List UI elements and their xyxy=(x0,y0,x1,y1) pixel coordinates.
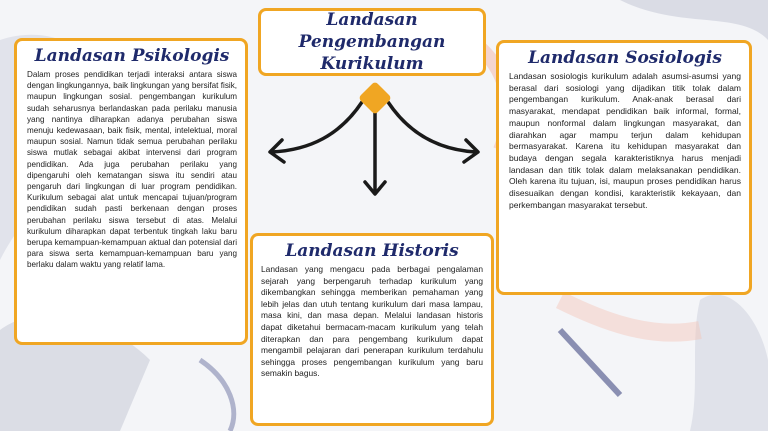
card-historis-body: Landasan yang mengacu pada berbagai pengalaman sejarah yang berpengaruh terhadap kurikulum yang dikembangkan sehingga memberikan pemahaman yang lebih jelas dan utuh tentang kurikulum dari masa lampau, masa kini, dan masa depan. Melalui landasan historis dapat diketahui bermacam-macam kurikulum yang telah diterapkan dan para pengembang kurikulum dapat mengambil pelajaran dari penerapan kurikulum terdahulu sehingga proses pengembangan kurikulum yang baru semakin bagus. xyxy=(261,264,483,379)
card-psikologis xyxy=(14,38,248,345)
card-psikologis-title: Landasan Psikologis xyxy=(34,46,230,66)
card-historis-title: Landasan Historis xyxy=(285,241,459,261)
brush-stroke xyxy=(690,295,768,431)
center-title: Landasan Pengembangan Kurikulum xyxy=(298,10,446,74)
center-node xyxy=(358,81,392,115)
card-historis xyxy=(250,233,494,426)
arrow-right xyxy=(388,102,476,152)
card-sosiologis-title: Landasan Sosiologis xyxy=(528,48,722,68)
center-title-card xyxy=(258,8,486,76)
brush-stroke xyxy=(620,0,768,40)
brush-stroke-dark xyxy=(200,360,234,431)
card-psikologis-body: Dalam proses pendidikan terjadi interaksi antara siswa dengan lingkungannya, baik lingkungan yang bersifat fisik, maupun lingkungan sosial. pengembangan kurikulum sudah seharusnya berlandaskan pada perilaku manusia yang nantinya diharapkan adanya perubahan siswa menuju kedewasaan, baik fisik, mental, intelektual, moral maupun sosial. Namun tidak semua perubahan perilaku siswa mutlak sebagai akibat intervensi dari program pendidikan. Ada juga perubahan perilaku yang dipengaruhi oleh kematangan siswa itu sendiri atau pengaruh dari lingkungan di luar program pendidikan. Kurikulum sebagai alat untuk mencapai tujuan/program pendidikan sudah pasti berkenaan dengan proses perubahan perilaku siswa tersebut di atas. Melalui kurikulum diharapkan dapat terbentuk tingkah laku baru berupa kemampuan-kemampuan aktual dan potensial dari para siswa serta kemampuan-kemampuan baru yang berlaku dalam waktu yang relatif lama. xyxy=(27,70,237,270)
arrow-left xyxy=(272,102,362,152)
card-sosiologis xyxy=(496,40,752,295)
card-sosiologis-body: Landasan sosiologis kurikulum adalah asumsi-asumsi yang berasal dari sosiologi yang dijadikan titik tolak dalam pengembangan kurikulum. Anak-anak berasal dari masyarakat, mendapat pendidikan baik informal, formal, maupun nonformal dalam lingkungan masyarakat, dan diarahkan agar mampu terjun dalam kehidupan bermasyarakat. Karena itu kehidupan masyarakat dan budaya dengan segala karakteristiknya harus menjadi landasan dan titik tolak dalam melaksanakan pendidikan. Oleh karena itu tujuan, isi, maupun proses pendidikan harus disesuaikan dengan kondisi, karakteristik kekayaan, dan perkembangan masyarakat tersebut. xyxy=(509,71,741,210)
connector-arrows xyxy=(260,80,490,210)
brush-stroke-dark xyxy=(560,330,620,395)
brush-stroke-accent xyxy=(560,300,700,333)
